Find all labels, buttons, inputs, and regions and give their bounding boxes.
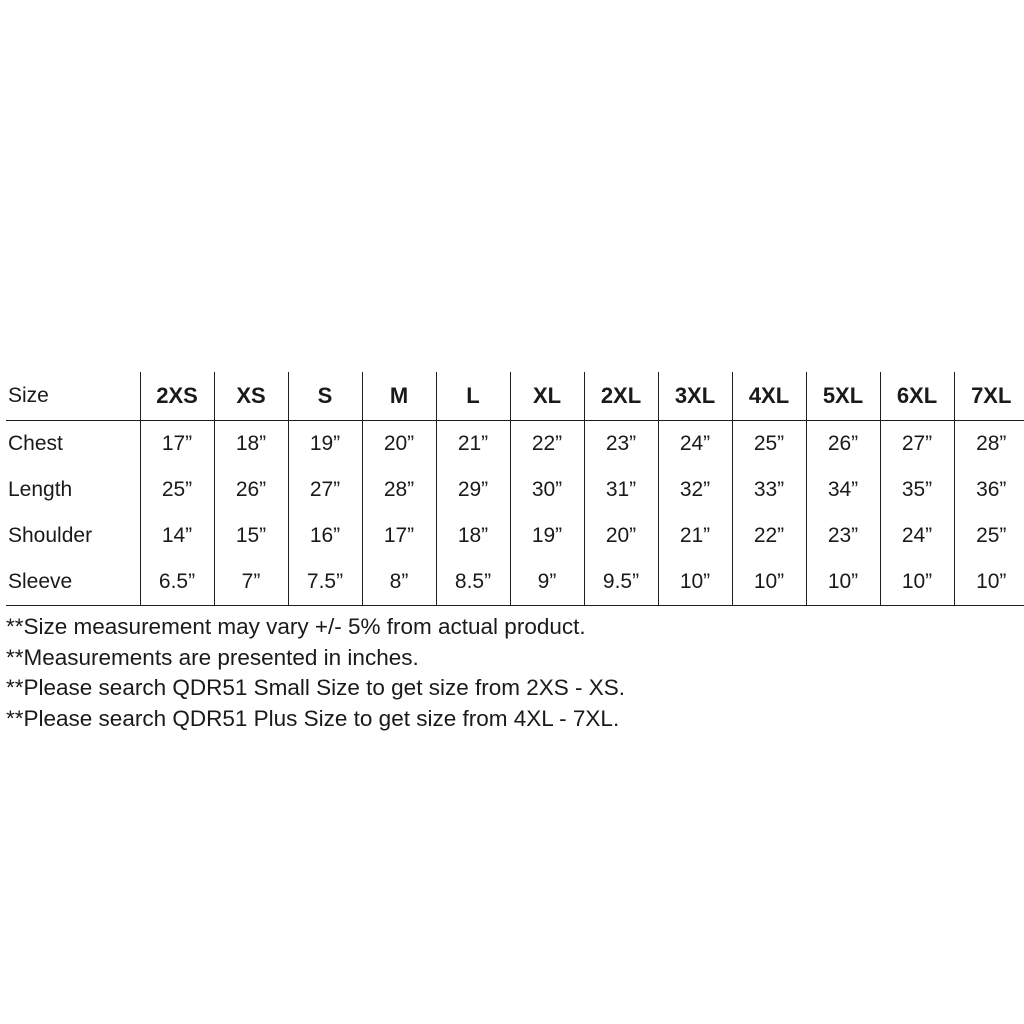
note-line: **Please search QDR51 Small Size to get size from 2XS - XS. [6, 675, 626, 700]
cell-length-xs: 26” [214, 467, 288, 513]
cell-shoulder-5xl: 23” [806, 513, 880, 559]
cell-length-m: 28” [362, 467, 436, 513]
cell-length-s: 27” [288, 467, 362, 513]
cell-sleeve-2xs: 6.5” [140, 559, 214, 606]
size-chart-table [6, 372, 1024, 606]
cell-sleeve-6xl: 10” [880, 559, 954, 606]
cell-sleeve-m: 8” [362, 559, 436, 606]
header-cell-size: Size [6, 372, 140, 421]
table-row [6, 421, 1024, 468]
cell-sleeve-l: 8.5” [436, 559, 510, 606]
cell-shoulder-l: 18” [436, 513, 510, 559]
cell-length-4xl: 33” [732, 467, 806, 513]
note-line: **Please search QDR51 Plus Size to get size from 4XL - 7XL. [6, 705, 620, 731]
header-cell-s: S [288, 372, 362, 421]
header-cell-2xl: 2XL [584, 372, 658, 421]
note-line: **Size measurement may vary +/- 5% from actual product. [6, 614, 586, 639]
header-cell-xl: XL [510, 372, 584, 421]
cell-shoulder-s: 16” [288, 513, 362, 559]
cell-shoulder-3xl: 21” [658, 513, 732, 559]
cell-chest-xs: 18” [214, 421, 288, 468]
header-cell-6xl: 6XL [880, 372, 954, 421]
cell-chest-2xs: 17” [140, 421, 214, 468]
header-cell-3xl: 3XL [658, 372, 732, 421]
cell-shoulder-xs: 15” [214, 513, 288, 559]
cell-length-2xl: 31” [584, 467, 658, 513]
table-row [6, 513, 1024, 559]
header-cell-4xl: 4XL [732, 372, 806, 421]
cell-length-2xs: 25” [140, 467, 214, 513]
cell-sleeve-4xl: 10” [732, 559, 806, 606]
cell-length-5xl: 34” [806, 467, 880, 513]
size-chart-table-wrapper [6, 372, 1020, 606]
cell-chest-5xl: 26” [806, 421, 880, 468]
cell-shoulder-2xl: 20” [584, 513, 658, 559]
cell-sleeve-s: 7.5” [288, 559, 362, 606]
cell-length-3xl: 32” [658, 467, 732, 513]
header-cell-l: L [436, 372, 510, 421]
header-cell-5xl: 5XL [806, 372, 880, 421]
header-cell-m: M [362, 372, 436, 421]
cell-length-l: 29” [436, 467, 510, 513]
cell-chest-l: 21” [436, 421, 510, 468]
cell-shoulder-4xl: 22” [732, 513, 806, 559]
header-cell-7xl: 7XL [954, 372, 1024, 421]
cell-shoulder-m: 17” [362, 513, 436, 559]
cell-shoulder-6xl: 24” [880, 513, 954, 559]
cell-sleeve-xl: 9” [510, 559, 584, 606]
cell-shoulder-xl: 19” [510, 513, 584, 559]
header-cell-xs: XS [214, 372, 288, 421]
cell-chest-6xl: 27” [880, 421, 954, 468]
cell-sleeve-7xl: 10” [954, 559, 1024, 606]
cell-chest-m: 20” [362, 421, 436, 468]
cell-chest-2xl: 23” [584, 421, 658, 468]
note-line: **Measurements are presented in inches. [6, 644, 419, 670]
table-row [6, 559, 1024, 606]
cell-shoulder-7xl: 25” [954, 513, 1024, 559]
cell-chest-7xl: 28” [954, 421, 1024, 468]
cell-chest-xl: 22” [510, 421, 584, 468]
cell-length-7xl: 36” [954, 467, 1024, 513]
notes-block [6, 612, 1006, 734]
header-cell-2xs: 2XS [140, 372, 214, 421]
row-label-sleeve: Sleeve [6, 559, 140, 606]
row-label-length: Length [8, 478, 73, 501]
cell-sleeve-3xl: 10” [658, 559, 732, 606]
cell-sleeve-xs: 7” [214, 559, 288, 606]
row-label-shoulder: Shoulder [8, 524, 93, 547]
cell-sleeve-5xl: 10” [806, 559, 880, 606]
cell-chest-3xl: 24” [658, 421, 732, 468]
row-label-chest: Chest [8, 432, 63, 455]
table-header-row [6, 372, 1024, 421]
cell-chest-s: 19” [288, 421, 362, 468]
cell-chest-4xl: 25” [732, 421, 806, 468]
cell-length-6xl: 35” [880, 467, 954, 513]
table-row [6, 467, 1024, 513]
cell-sleeve-2xl: 9.5” [584, 559, 658, 606]
cell-shoulder-2xs: 14” [140, 513, 214, 559]
cell-length-xl: 30” [510, 467, 584, 513]
